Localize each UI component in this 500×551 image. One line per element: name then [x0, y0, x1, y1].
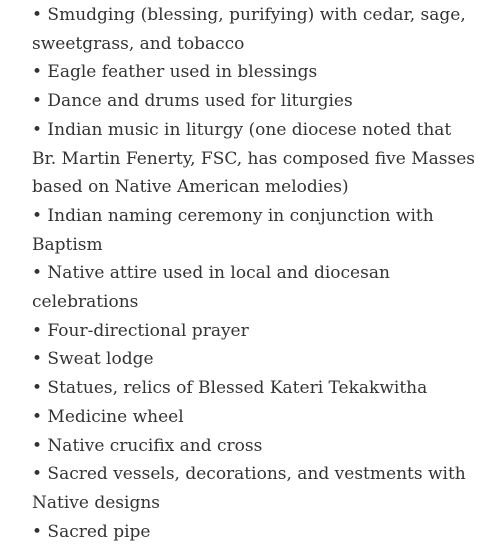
list-item: • Eagle feather used in blessings: [32, 62, 318, 83]
list-item: • Indian naming ceremony in conjunction with Baptism: [32, 205, 434, 255]
list-item: • Native crucifix and cross: [32, 435, 263, 456]
list-item: • Sacred pipe: [32, 521, 151, 542]
list-item: • Native attire used in local and diocesan celebrations: [32, 263, 390, 313]
list-item: • Four-directional prayer: [32, 320, 249, 341]
list-item: • Indian music in liturgy (one diocese noted that Br. Martin Fenerty, FSC, has composed five Masses based on Native American melodies): [32, 119, 476, 198]
list-item: • Statues, relics of Blessed Kateri Tekakwitha: [32, 378, 428, 399]
list-item: • Dance and drums used for liturgies: [32, 91, 353, 112]
article-bullet-list: [32, 1, 477, 546]
list-item: • Sacred vessels, decorations, and vestments with Native designs: [32, 464, 466, 513]
list-item: • Smudging (blessing, purifying) with cedar, sage, sweetgrass, and tobacco: [32, 5, 466, 54]
list-item: • Medicine wheel: [32, 406, 184, 427]
list-item: • Sweat lodge: [32, 349, 154, 370]
